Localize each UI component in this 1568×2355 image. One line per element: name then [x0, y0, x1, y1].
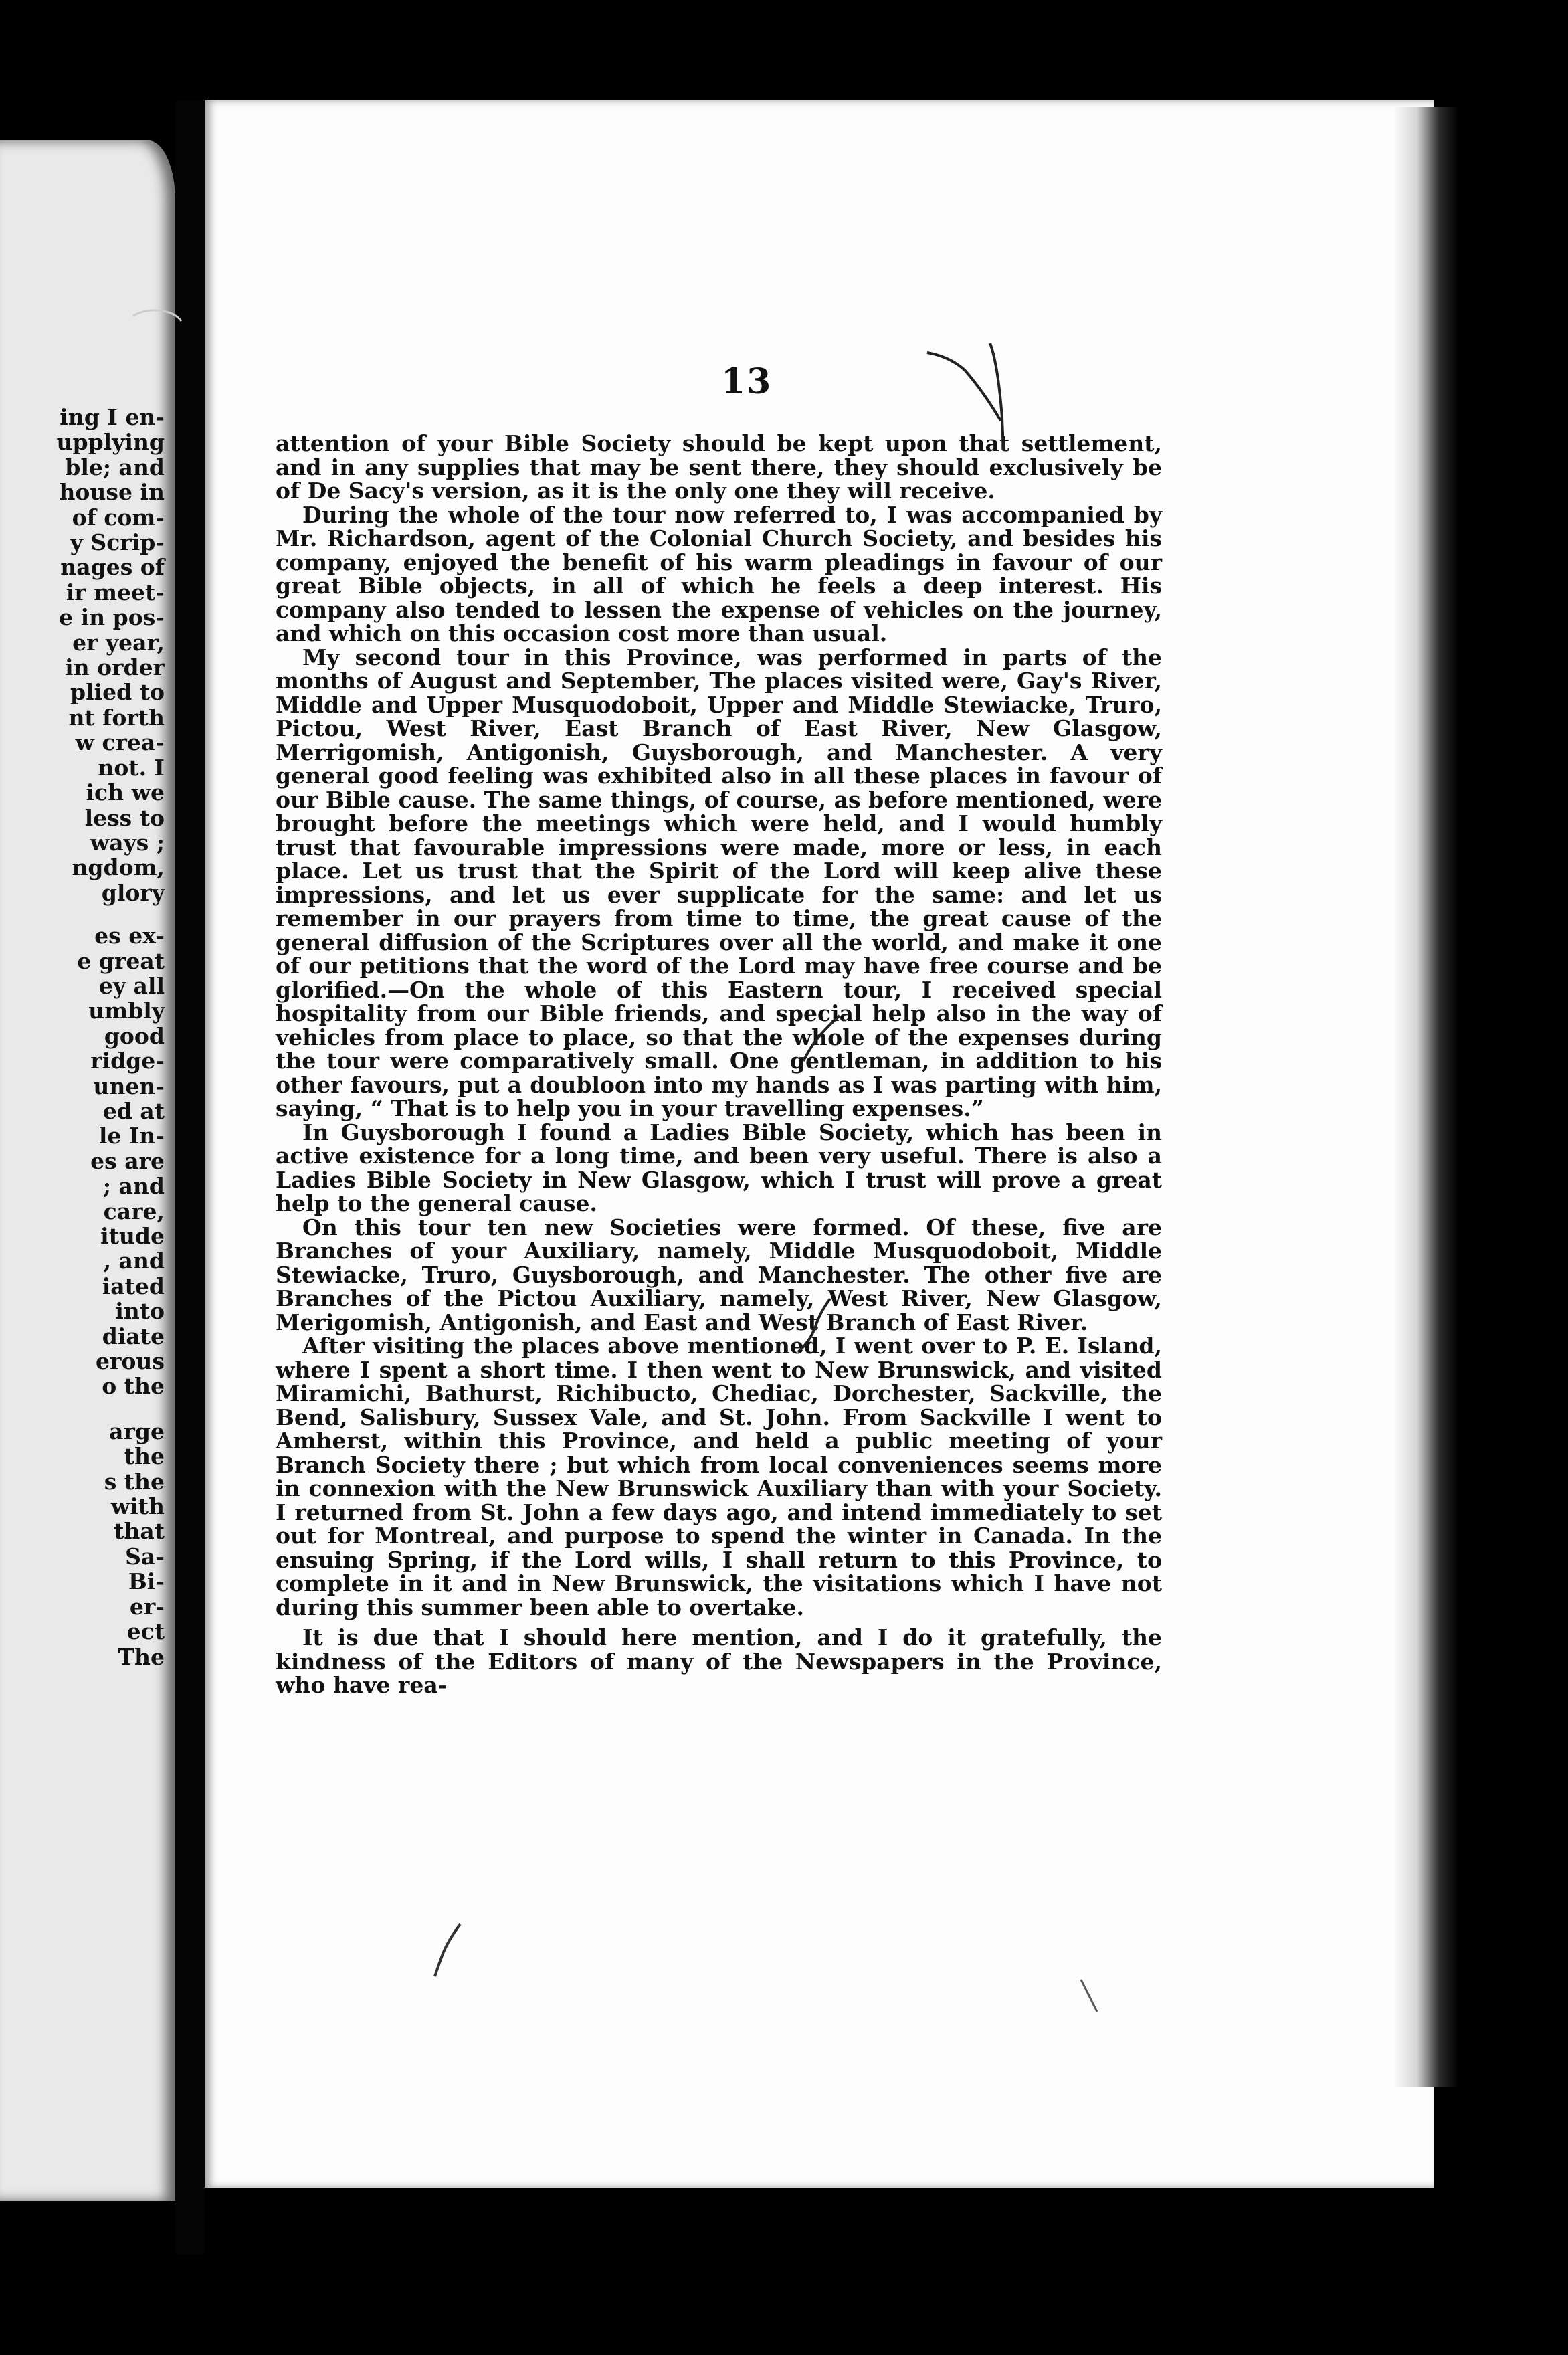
facing-page-line: , and — [103, 1248, 165, 1275]
facing-page-line: glory — [101, 879, 165, 906]
facing-page-line: e great — [77, 947, 165, 974]
facing-page-line: ways ; — [90, 829, 165, 856]
page-edge — [1395, 107, 1458, 2087]
facing-page-line: Bi- — [128, 1568, 165, 1595]
facing-page-line: ir meet- — [66, 579, 165, 605]
facing-page-line: iated — [102, 1273, 165, 1299]
facing-page-line: es ex- — [94, 923, 165, 949]
facing-page-line: with — [110, 1493, 165, 1520]
facing-page-line: into — [115, 1298, 165, 1325]
facing-page-line: nages of — [60, 554, 165, 581]
facing-page-line: unen- — [93, 1072, 165, 1099]
book-gutter — [175, 100, 205, 2255]
facing-page-line: ey all — [98, 972, 165, 999]
facing-page-line: umbly — [88, 998, 165, 1024]
facing-page-line: not. I — [98, 754, 165, 781]
facing-page-line: e in pos- — [59, 604, 165, 631]
facing-page-line: y Scrip- — [70, 529, 165, 556]
facing-page-line: ect — [126, 1618, 165, 1645]
body-text — [276, 432, 1162, 1697]
facing-page-line: ed at — [102, 1097, 165, 1124]
facing-page-line: erous — [96, 1348, 165, 1375]
facing-page — [0, 140, 175, 2201]
facing-page-line: s the — [104, 1468, 165, 1495]
facing-page-line: less to — [84, 804, 165, 831]
paragraph-tour-companion: During the whole of the tour now referred to, I was accompanied by Mr. Richardson, agent of the Colonial Church Society, and besides his company, enjoyed the benefit of his warm pleadings in favour of our great Bible objects, in all of which he feels a deep interest. His company also tended to lessen the expense of vehicles on the journey, and which on this occasion cost more than usual. — [276, 501, 1162, 646]
facing-page-line: care, — [103, 1198, 165, 1224]
facing-page-line: es are — [90, 1147, 165, 1174]
facing-page-line: nt forth — [68, 704, 165, 731]
facing-page-line: of com- — [72, 504, 165, 531]
facing-page-line: ngdom, — [72, 854, 165, 881]
paragraph-new-societies: On this tour ten new Societies were formed. Of these, five are Branches of your Auxiliary, namely, Middle Musquodoboit, Middle Stewiacke, Truro, Guysborough, and Manchester. The other five are Branches of the Pictou Auxiliary, namely, West River, New Glasgow, Merigomish, Antigonish, and East and West Branch of East River. — [276, 1214, 1162, 1335]
facing-page-line: arge — [109, 1418, 165, 1444]
page-number: 13 — [721, 361, 773, 402]
paragraph-continued: attention of your Bible Society should be kept upon that settlement, and in any supplies that may be sent there, they should exclusively be of De Sacy's version, as it is the only one they will receive. — [276, 430, 1162, 504]
facing-page-line: er year, — [72, 629, 165, 656]
facing-page-line: plied to — [70, 679, 165, 706]
facing-page-line: Sa- — [125, 1543, 165, 1570]
paragraph-editors: It is due that I should here mention, and I do it gratefully, the kindness of the Editors of many of the Newspapers in the Province, who have rea- — [276, 1624, 1162, 1698]
facing-page-line: w crea- — [75, 729, 165, 756]
facing-page-line: le In- — [98, 1123, 165, 1149]
facing-page-line: o the — [102, 1373, 165, 1400]
facing-page-line: diate — [102, 1323, 165, 1349]
facing-page-line: the — [124, 1443, 165, 1470]
facing-page-line: ; and — [102, 1173, 165, 1200]
facing-page-line: ich we — [86, 779, 165, 806]
facing-page-line: upplying — [56, 429, 165, 456]
facing-page-line: er- — [129, 1593, 165, 1620]
paragraph-ladies-society: In Guysborough I found a Ladies Bible Society, which has been in active existence for a long time, and been very useful. There is also a Ladies Bible Society in New Glasgow, which I trust will prove a great help to the general cause. — [276, 1119, 1162, 1216]
facing-page-line: good — [104, 1022, 165, 1049]
facing-page-line: that — [114, 1518, 165, 1545]
facing-page-line: ble; and — [65, 454, 165, 480]
facing-page-line: ing I en- — [60, 404, 165, 430]
facing-page-line: in order — [65, 654, 165, 681]
paragraph-travels: After visiting the places above mentioned, I went over to P. E. Island, where I spent a short time. I then went to New Brunswick, and visited Miramichi, Bathurst, Richibucto, Chediac, Dorchester, Sackville, the Bend, Salisbury, Sussex Vale, and St. John. From Sackville I went to Amherst, within this Province, and held a public meeting of your Branch Society there ; but which from local conveniences seems more in connexion with the New Brunswick Auxiliary than with your Society. I returned from St. John a few days ago, and intend immediately to set out for Montreal, and purpose to spend the winter in Canada. In the ensuing Spring, if the Lord wills, I shall return to this Province, to complete in it and in New Brunswick, the visitations which I have not during this summer been able to overtake. — [276, 1333, 1162, 1620]
paragraph-second-tour: My second tour in this Province, was performed in parts of the months of August and September, The places visited were, Gay's River, Middle and Upper Musquodoboit, Upper and Middle Stewiacke, Truro, Pictou, West River, East Branch of East River, New Glasgow, Merrigomish, Antigonish, Guysborough, and Manchester. A very general good feeling was exhibited also in all these places in favour of our Bible cause. The same things, of course, as before mentioned, were brought before the meetings which were held, and I would humbly trust that favourable impressions were made, more or less, in each place. Let us trust that the Spirit of the Lord will keep alive these impressions, and let us ever supplicate for the same: and let us remember in our prayers from time to time, the great cause of the general diffusion of the Scriptures over all the world, and make it one of our petitions that the word of the Lord may have free course and be glorified.—On the whole of this Eastern tour, I received special hospitality from our Bible friends, and special help also in the way of vehicles from place to place, so that the whole of the expenses during the tour were comparatively small. One gentleman, in addition to his other favours, put a doubloon into my hands as I was parting with him, saying, “ That is to help you in your travelling expenses.” — [276, 644, 1162, 1121]
facing-page-line: ridge- — [90, 1048, 165, 1074]
facing-page-line: house in — [59, 479, 165, 506]
facing-page-line: itude — [100, 1223, 165, 1249]
facing-page-line: The — [118, 1643, 165, 1670]
facing-page-text — [57, 405, 165, 1669]
